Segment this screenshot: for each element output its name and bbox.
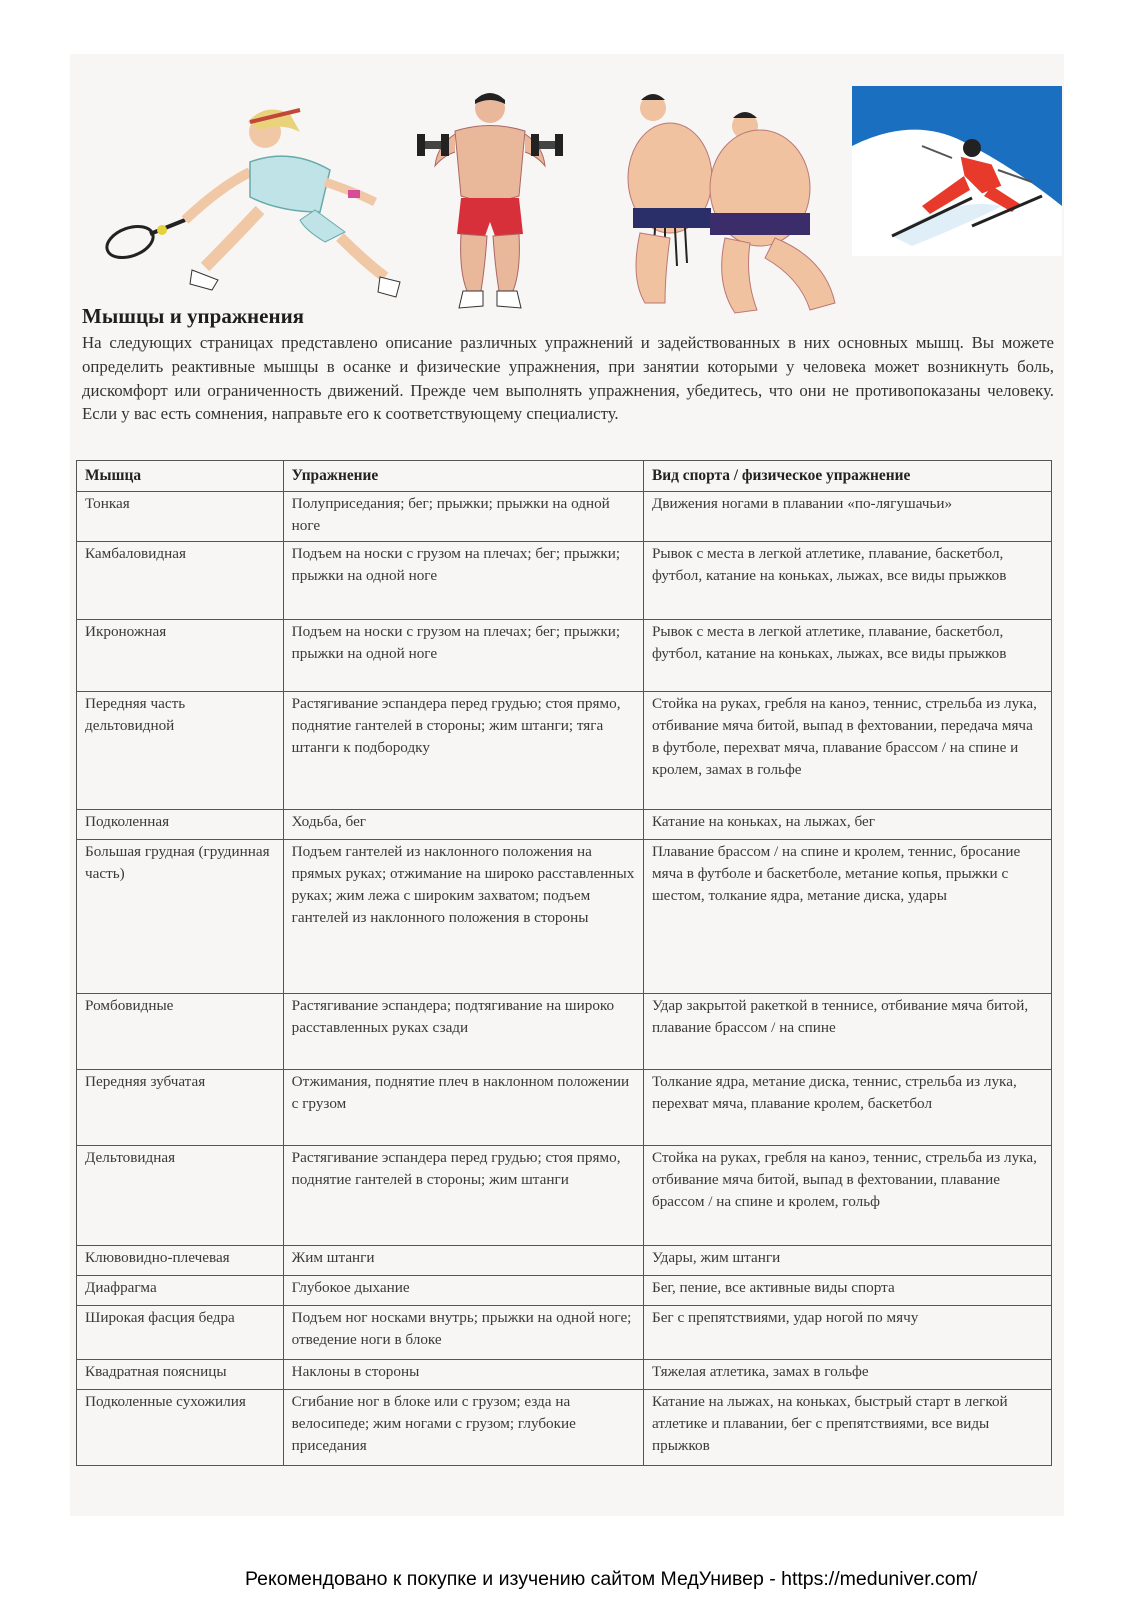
section-heading: Мышцы и упражнения	[82, 304, 305, 328]
cell-sport: Удары, жим штанги	[643, 1246, 1051, 1276]
cell-exercise: Глубокое дыхание	[283, 1276, 643, 1306]
cell-exercise: Подъем гантелей из наклонного положения на прямых руках; отжимание на широко расставленных руках; жим лежа с широким захватом; подъем гантелей из наклонного положения в стороны	[283, 840, 643, 994]
cell-sport: Рывок с места в легкой атлетике, плавание, баскетбол, футбол, катание на коньках, лыжах, все виды прыжков	[643, 542, 1051, 620]
bodybuilder-illustration	[415, 86, 565, 314]
cell-muscle: Большая грудная (грудинная часть)	[77, 840, 284, 994]
table-row	[77, 840, 1052, 994]
cell-sport: Катание на лыжах, на коньках, быстрый старт в легкой атлетике и плавании, бег с препятствиями, все виды прыжков	[643, 1390, 1051, 1466]
tennis-player-illustration	[100, 92, 410, 310]
cell-sport: Катание на коньках, на лыжах, бег	[643, 810, 1051, 840]
cell-sport: Рывок с места в легкой атлетике, плавание, баскетбол, футбол, катание на коньках, лыжах, все виды прыжков	[643, 620, 1051, 692]
header-exercise: Упражнение	[283, 461, 643, 492]
cell-muscle: Подколенная	[77, 810, 284, 840]
cell-exercise: Отжимания, поднятие плеч в наклонном положении с грузом	[283, 1070, 643, 1146]
cell-sport: Плавание брассом / на спине и кролем, теннис, бросание мяча в футболе и баскетболе, метание копья, прыжки с шестом, толкание ядра, метание диска, удары	[643, 840, 1051, 994]
cell-sport: Стойка на руках, гребля на каноэ, теннис, стрельба из лука, отбивание мяча битой, выпад в фехтовании, передача мяча в футболе, перехват мяча, плавание брассом / на спине и кролем, замах в гольфе	[643, 692, 1051, 810]
table-row	[77, 994, 1052, 1070]
cell-sport: Бег, пение, все активные виды спорта	[643, 1276, 1051, 1306]
cell-sport: Стойка на руках, гребля на каноэ, теннис, стрельба из лука, отбивание мяча битой, выпад в фехтовании, плавание брассом / на спине и кролем, гольф	[643, 1146, 1051, 1246]
header-muscle: Мышца	[77, 461, 284, 492]
sumo-wrestlers-illustration	[625, 88, 845, 318]
cell-sport: Бег с препятствиями, удар ногой по мячу	[643, 1306, 1051, 1360]
table-row	[77, 1390, 1052, 1466]
cell-sport: Удар закрытой ракеткой в теннисе, отбивание мяча битой, плавание брассом / на спине	[643, 994, 1051, 1070]
cell-exercise: Растягивание эспандера перед грудью; стоя прямо, поднятие гантелей в стороны; жим штанги; тяга штанги к подбородку	[283, 692, 643, 810]
table-row	[77, 1306, 1052, 1360]
table-row	[77, 1246, 1052, 1276]
cell-exercise: Растягивание эспандера; подтягивание на широко расставленных руках сзади	[283, 994, 643, 1070]
muscles-table	[76, 460, 1052, 1466]
sports-illustrations	[70, 54, 1064, 304]
table-row	[77, 1360, 1052, 1390]
table-row	[77, 692, 1052, 810]
cell-exercise: Подъем на носки с грузом на плечах; бег; прыжки; прыжки на одной ноге	[283, 542, 643, 620]
header-sport: Вид спорта / физическое упражнение	[643, 461, 1051, 492]
cell-muscle: Камбаловидная	[77, 542, 284, 620]
cell-sport: Тяжелая атлетика, замах в гольфе	[643, 1360, 1051, 1390]
table-row	[77, 492, 1052, 542]
cell-exercise: Жим штанги	[283, 1246, 643, 1276]
cell-exercise: Полуприседания; бег; прыжки; прыжки на одной ноге	[283, 492, 643, 542]
skier-illustration	[852, 86, 1062, 256]
cell-muscle: Клювовидно-плечевая	[77, 1246, 284, 1276]
cell-exercise: Наклоны в стороны	[283, 1360, 643, 1390]
cell-exercise: Сгибание ног в блоке или с грузом; езда на велосипеде; жим ногами с грузом; глубокие приседания	[283, 1390, 643, 1466]
table-row	[77, 810, 1052, 840]
cell-muscle: Тонкая	[77, 492, 284, 542]
table-row	[77, 1070, 1052, 1146]
cell-sport: Толкание ядра, метание диска, теннис, стрельба из лука, перехват мяча, плавание кролем, баскетбол	[643, 1070, 1051, 1146]
cell-exercise: Ходьба, бег	[283, 810, 643, 840]
table-row	[77, 1146, 1052, 1246]
intro-paragraph: На следующих страницах представлено описание различных упражнений и задействованных в них основных мышц. Вы можете определить реактивные мышцы в осанке и физические упражнения, при занятии которыми у человека может возникнуть боль, дискомфорт или ограниченность движений. Прежде чем выполнять упражнения, убедитесь, что они не противопоказаны человеку. Если у вас есть сомнения, направьте его к соответствующему специалисту.	[82, 333, 1054, 424]
cell-muscle: Квадратная поясницы	[77, 1360, 284, 1390]
table-row	[77, 620, 1052, 692]
cell-muscle: Диафрагма	[77, 1276, 284, 1306]
cell-exercise: Подъем ног носками внутрь; прыжки на одной ноге; отведение ноги в блоке	[283, 1306, 643, 1360]
table-header-row	[77, 461, 1052, 492]
cell-muscle: Ромбовидные	[77, 994, 284, 1070]
cell-muscle: Широкая фасция бедра	[77, 1306, 284, 1360]
cell-muscle: Подколенные сухожилия	[77, 1390, 284, 1466]
cell-muscle: Дельтовидная	[77, 1146, 284, 1246]
table-row	[77, 542, 1052, 620]
cell-muscle: Икроножная	[77, 620, 284, 692]
cell-exercise: Подъем на носки с грузом на плечах; бег; прыжки; прыжки на одной ноге	[283, 620, 643, 692]
cell-sport: Движения ногами в плавании «по-лягушачьи»	[643, 492, 1051, 542]
footer-recommendation: Рекомендовано к покупке и изучению сайтом МедУнивер - https://meduniver.com/	[245, 1568, 978, 1590]
cell-muscle: Передняя часть дельтовидной	[77, 692, 284, 810]
cell-exercise: Растягивание эспандера перед грудью; стоя прямо, поднятие гантелей в стороны; жим штанги	[283, 1146, 643, 1246]
table-row	[77, 1276, 1052, 1306]
cell-muscle: Передняя зубчатая	[77, 1070, 284, 1146]
book-page	[70, 54, 1064, 1516]
